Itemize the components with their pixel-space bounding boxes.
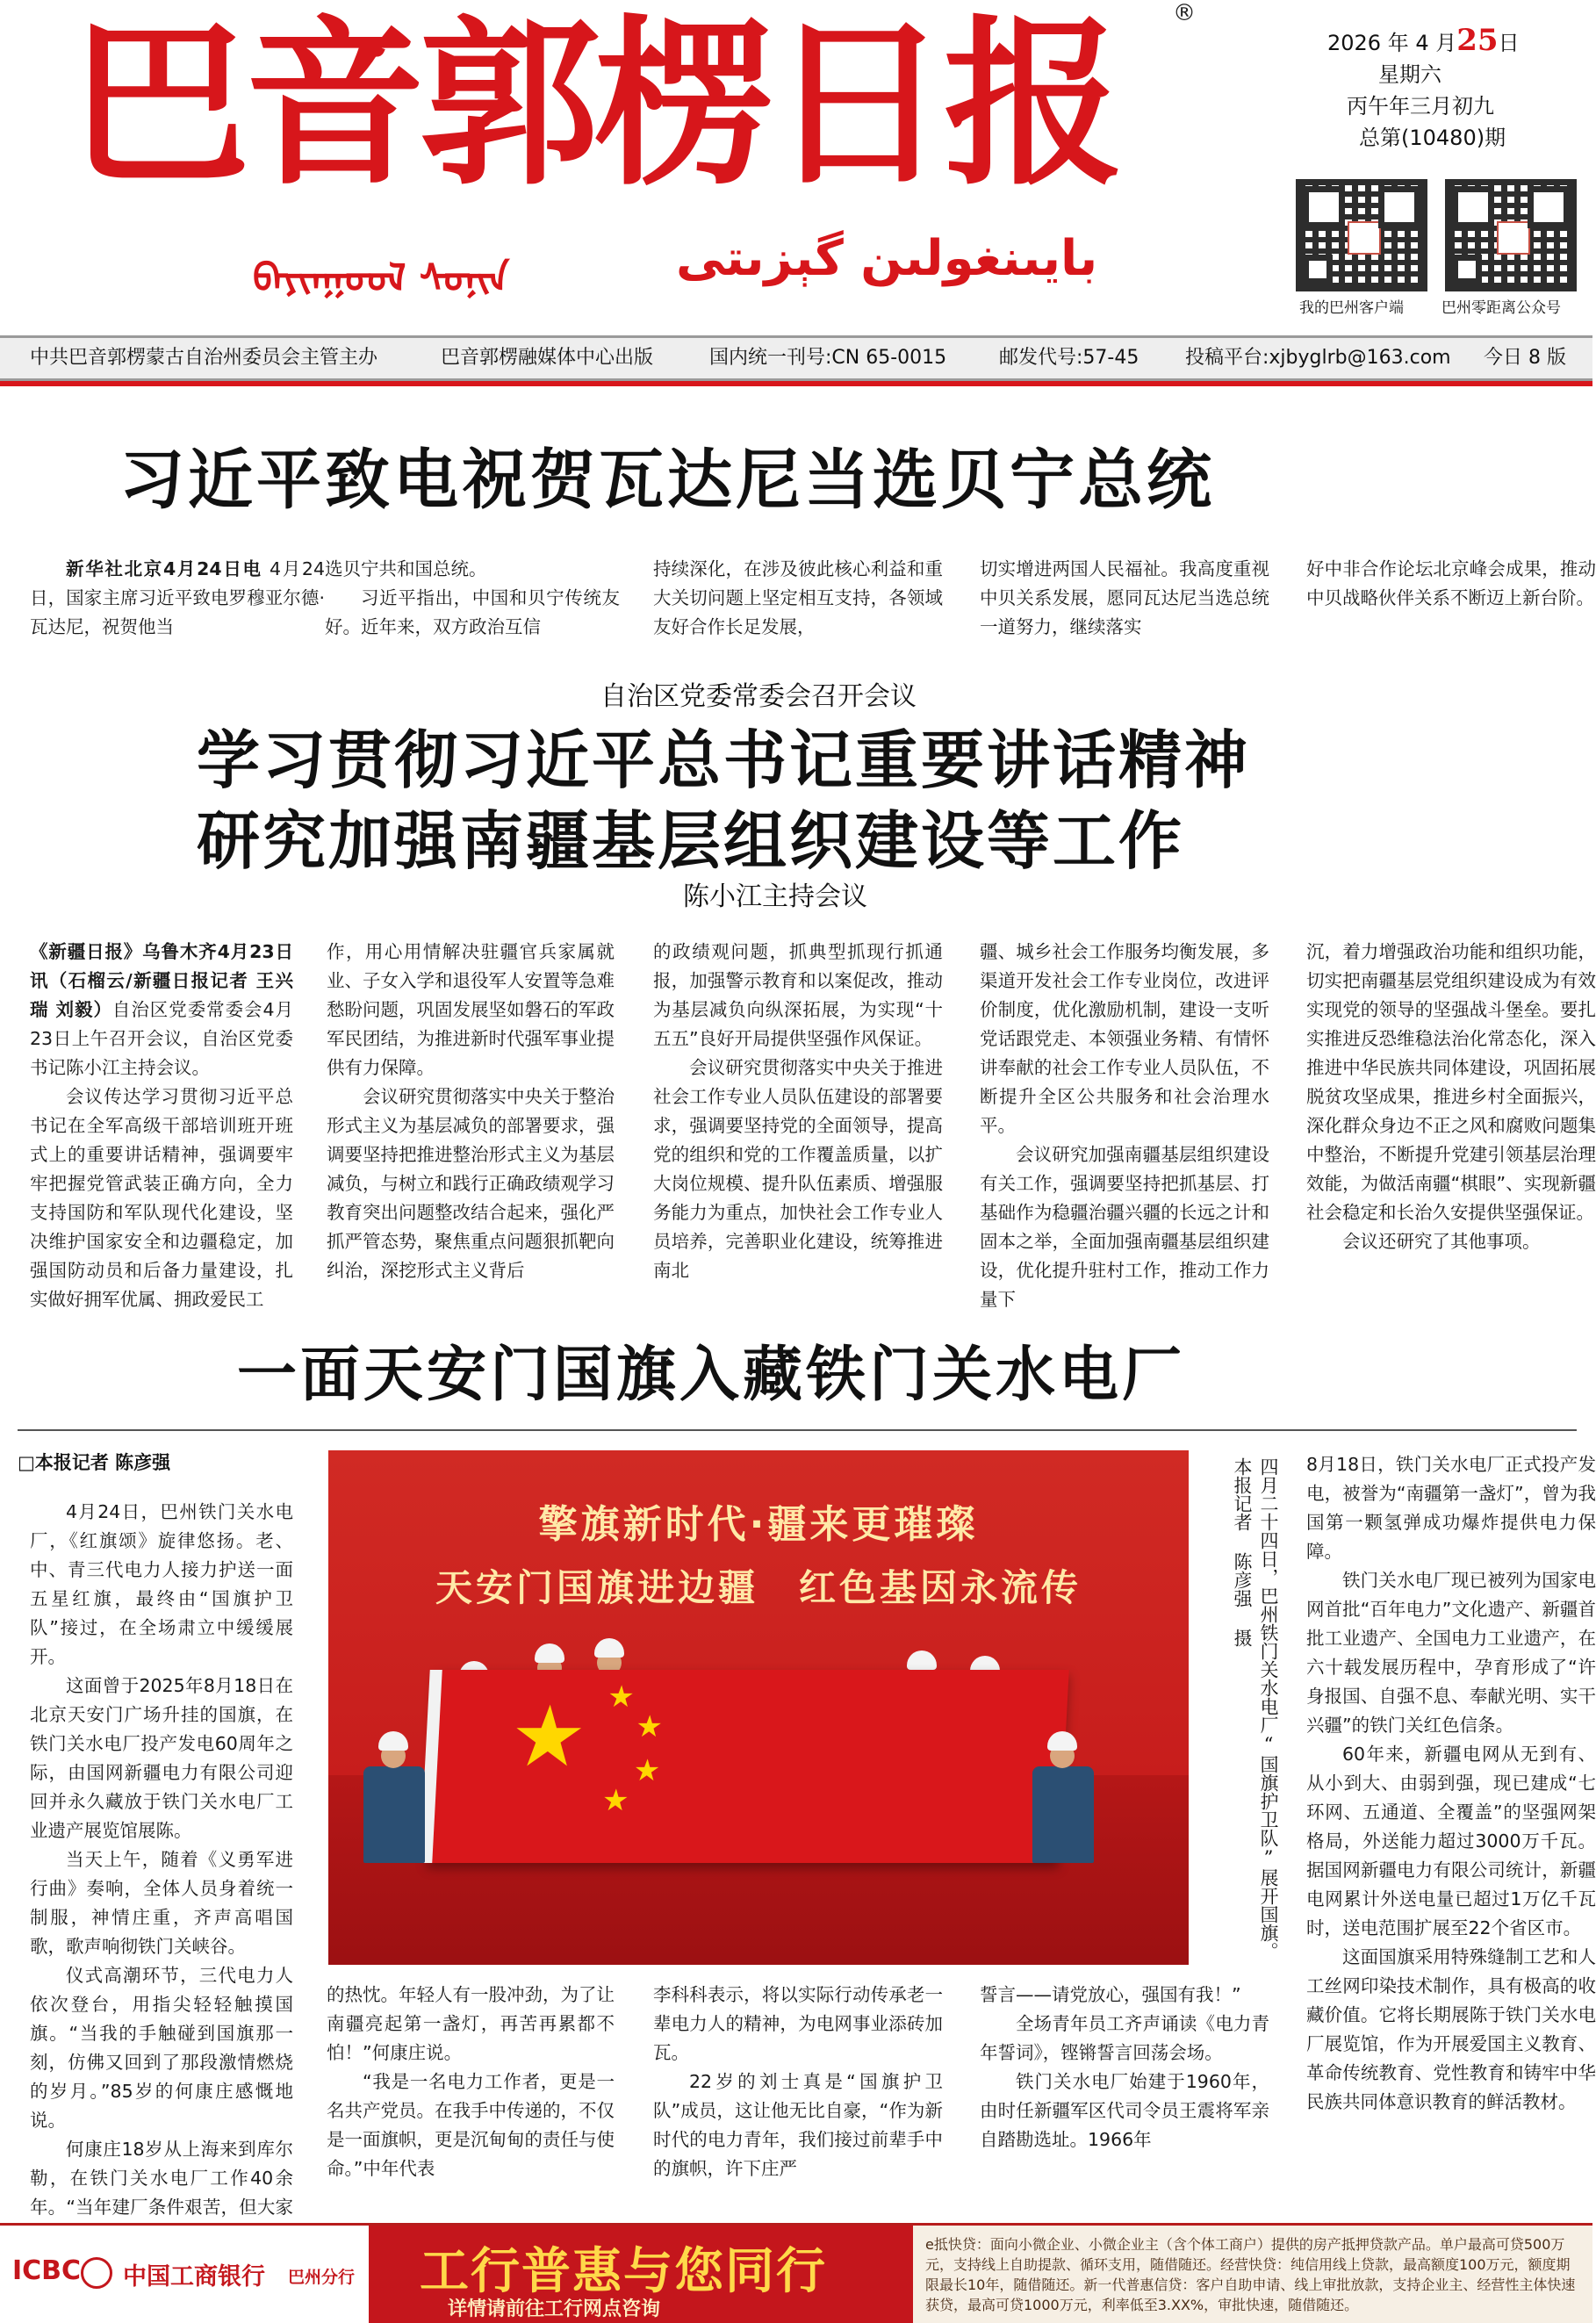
- ad-brand-panel: [0, 2226, 369, 2323]
- info-cn: 国内统一刊号:CN 65-0015: [709, 347, 947, 369]
- story2-col5: [1306, 938, 1596, 1306]
- story3-left-p3: 当天上午，随着《义勇军进行曲》奏响，全体人员身着统一制服，神情庄重，齐声高唱国歌，歌声响彻铁门关峡谷。: [30, 1849, 293, 1957]
- story3-left-p5: 何康庄18岁从上海来到库尔勒，在铁门关水电厂工作40余年。“当年建厂条件艰苦，但大家: [30, 2139, 293, 2218]
- flag-star-icon: ★: [607, 1679, 636, 1715]
- registered-mark: ®: [1173, 0, 1196, 26]
- story2-dateline: 《新疆日报》乌鲁木齐4月23日讯（石榴云/新疆日报记者 王兴瑞 刘毅）: [30, 941, 293, 1020]
- logo-mongolian: ᠪᠠᠶᠢᠨᠭᠣᠤᠯ ᠰᠣᠨᠢᠨ: [253, 256, 510, 301]
- story3-col3: [653, 1981, 943, 2200]
- story3-right-p4: 这面国旗采用特殊缝制工艺和人工丝网印染技术制作，具有极高的收藏价值。它将长期展陈于铁门关水电厂展览馆，作为开展爱国主义教育、革命传统教育、党性教育和铸牢中华民族共同体意识教育的鲜活教材。: [1306, 1946, 1596, 2112]
- date-block: [1327, 25, 1520, 154]
- story1-dateline: 新华社北京4月24日电: [66, 558, 262, 579]
- ad-subtitle: 详情请前往工行网点咨询: [448, 2298, 661, 2320]
- story1-text-1: 4月24日，国家主席习近平致电罗穆亚尔德·瓦达尼，祝贺他当: [30, 558, 325, 637]
- masthead-rule: [0, 381, 1592, 386]
- info-publisher: 巴音郭楞融媒体中心出版: [441, 347, 654, 369]
- story1-col2: [325, 555, 620, 644]
- qr2-label: 巴州零距离公众号: [1441, 299, 1561, 317]
- ad-fine-print: e抵快贷：面向小微企业、小微企业主（含个体工商户）提供的房产抵押贷款产品。单户最高可贷500万元，支持线上自助提款、循环支用，随借随还。经营快贷：纯信用线上贷款，最高额度100万元，额度期限最长10年，随借随还。新一代普惠信贷：客户自助申请、线上审批放款，支持企业主、经营性主体快速获贷，最高可贷1000万元，利率低至3.XX%，审批快速，随借随还。: [925, 2236, 1576, 2313]
- story2-col4: [980, 938, 1269, 1310]
- flag-star-icon: ★: [600, 1783, 630, 1818]
- story2-text-1a: 自治区党委常委会4月23日上午召开会议，自治区党委书记陈小江主持会议。: [30, 999, 294, 1078]
- story3-col3-p1: 李科科表示，将以实际行动传承老一辈电力人的精神，为电网事业添砖加瓦。: [653, 1984, 943, 2063]
- story1-text-3: 持续深化，在涉及彼此核心利益和重大关切问题上坚定相互支持，各领域友好合作长足发展，: [653, 558, 943, 637]
- info-postal: 邮发代号:57-45: [999, 347, 1139, 369]
- weekday: 星期六: [1378, 62, 1441, 87]
- story3-right-p1: 8月18日，铁门关水电厂正式投产发电，被誉为“南疆第一盏灯”，曾为我国第一颗氢弹成功爆炸提供电力保障。: [1306, 1454, 1596, 1562]
- story3-right-p3: 60年来，新疆电网从无到有、从小到大、由弱到强，现已建成“七环网、五通道、全覆盖”的坚强网架格局，外送能力超过3000万千瓦。据国网新疆电力有限公司统计，新疆电网累计外送电量已超过1万亿千瓦时，送电范围扩展至22个省区市。: [1306, 1744, 1596, 1938]
- story3-col2-p1: 的热忱。年轻人有一股冲劲，为了让南疆亮起第一盏灯，再苦再累都不怕！”何康庄说。: [327, 1984, 615, 2063]
- story1-text-4: 切实增进两国人民福祉。我高度重视中贝关系发展，愿同瓦达尼当选总统一道努力，继续落实: [980, 558, 1269, 637]
- story3-col2-p2: “我是一名电力工作者，更是一名共产党员。在我手中传递的，不仅是一面旗帜，更是沉甸甸的责任与使命。”中年代表: [327, 2071, 615, 2179]
- lunar-date: 丙午年三月初九: [1347, 94, 1494, 119]
- story2-col1: [30, 938, 294, 1310]
- story3-byline: □本报记者 陈彦强: [18, 1452, 171, 1473]
- icbc-branch: 巴州分行: [288, 2268, 356, 2287]
- icbc-advertisement[interactable]: [0, 2223, 1592, 2323]
- story3-col4-p1: 誓言——请党放心，强国有我！”: [980, 1984, 1241, 2005]
- qr1-label: 我的巴州客户端: [1299, 299, 1404, 317]
- story2-text-4a: 疆、城乡社会工作服务均衡发展，多渠道开发社会工作专业岗位，改进评价制度，优化激励机制，建设一支听党话跟党走、本领强业务精、有情怀讲奉献的社会工作专业人员队伍，不断提升全区公共服务和社会治理水平。: [980, 941, 1269, 1136]
- qr-code-icon[interactable]: [1296, 179, 1427, 291]
- story2-text-3a: 的政绩观问题，抓典型抓现行抓通报，加强警示教育和以案促改，推动为基层减负向纵深拓展，为实现“十五五”良好开局提供坚强作风保证。: [653, 941, 943, 1049]
- story3-col2: [327, 1981, 615, 2200]
- ad-fine-print-panel: [913, 2226, 1592, 2323]
- story2-text-2a: 作，用心用情解决驻疆官兵家属就业、子女入学和退役军人安置等急难愁盼问题，巩固发展坚如磐石的军政军民团结，为推进新时代强军事业提供有力保障。: [327, 941, 615, 1078]
- logo-uyghur: بايىنغولىن گېزىتى: [676, 230, 1098, 287]
- guard-figure: [1032, 1766, 1094, 1863]
- story2-text-5b: 会议还研究了其他事项。: [1342, 1231, 1541, 1252]
- story3-left-p2: 这面曾于2025年8月18日在北京天安门广场升挂的国旗，在铁门关水电厂投产发电60周年之际，由国网新疆电力有限公司迎回并永久藏放于铁门关水电厂工业遗产展览馆展陈。: [30, 1675, 293, 1841]
- story3-col-left: [30, 1498, 293, 2218]
- photo-slogan-2: 天安门国旗进边疆 红色基因永流传: [435, 1566, 1082, 1609]
- newspaper-logo: 巴音郭楞日报: [70, 0, 1118, 210]
- story3-left-p1: 4月24日，巴州铁门关水电厂，《红旗颂》旋律悠扬。老、中、青三代电力人接力护送一面五星红旗，最终由“国旗护卫队”接过，在全场肃立中缓缓展开。: [30, 1501, 293, 1667]
- story2-col2: [327, 938, 615, 1306]
- story1-col1: [30, 555, 325, 644]
- story1-col5: [1306, 555, 1596, 644]
- guard-figure: [363, 1766, 425, 1863]
- date-year-month: 2026 年 4 月: [1327, 31, 1457, 55]
- masthead: [0, 0, 1592, 334]
- info-sponsor: 中共巴音郭楞蒙古自治州委员会主管主办: [30, 347, 378, 369]
- story2-headline-line1: 学习贯彻习近平总书记重要讲话精神: [197, 723, 1251, 797]
- info-pages: 今日 8 版: [1484, 347, 1566, 369]
- story3-headline: 一面天安门国旗入藏铁门关水电厂: [237, 1340, 1186, 1410]
- issue-number: 总第(10480)期: [1359, 126, 1506, 150]
- story1-text-2b: 习近平指出，中国和贝宁传统友好。近年来，双方政治互信: [325, 587, 620, 637]
- icbc-wordmark: ICBC: [12, 2255, 82, 2286]
- icbc-bank-name: 中国工商银行: [123, 2263, 265, 2291]
- photo-slogan-1: 擎旗新时代·疆来更璀璨: [538, 1502, 979, 1547]
- photo-caption: 四月二十四日，巴州铁门关水电厂“国旗护卫队”展开国旗。 本报记者 陈彦强 摄: [1232, 1457, 1279, 1970]
- story3-divider: [18, 1429, 1577, 1431]
- date-day: 25: [1456, 23, 1499, 58]
- story1-text-5: 好中非合作论坛北京峰会成果，推动中贝战略伙伴关系不断迈上新台阶。: [1306, 558, 1596, 608]
- story2-subhead: 陈小江主持会议: [683, 881, 867, 912]
- story2-text-2b: 会议研究贯彻落实中央关于整治形式主义为基层减负的部署要求，强调要坚持把推进整治形式主义为基层减负，与树立和践行正确政绩观学习教育突出问题整改结合起来，强化严抓严管态势，聚焦重点问题狠抓靶向纠治，深挖形式主义背后: [327, 1086, 615, 1281]
- story3-col-right: [1306, 1450, 1596, 2202]
- story1-col4: [980, 555, 1269, 644]
- story2-col3: [653, 938, 943, 1306]
- story2-headline-line2: 研究加强南疆基层组织建设等工作: [197, 803, 1185, 878]
- national-flag: [427, 1670, 1069, 1863]
- story2-text-3b: 会议研究贯彻落实中央关于推进社会工作专业人员队伍建设的部署要求，强调要坚持党的全面领导，提高党的组织和党的工作覆盖质量，以扩大岗位规模、提升队伍素质、增强服务能力为重点，加快社会工作专业人员培养，完善职业化建设，统筹推进南北: [653, 1057, 943, 1281]
- ad-slogan-panel: [369, 2226, 913, 2323]
- date-day-suffix: 日: [1498, 31, 1520, 55]
- info-submit[interactable]: 投稿平台:xjbyglrb@163.com: [1185, 347, 1451, 369]
- story1-headline: 习近平致电祝贺瓦达尼当选贝宁总统: [119, 442, 1215, 518]
- story2-text-5a: 沉，着力增强政治功能和组织功能，切实把南疆基层党组织建设成为有效实现党的领导的坚强战斗堡垒。要扎实推进反恐维稳法治化常态化，深入推进中华民族共同体建设，巩固拓展脱贫攻坚成果，推进乡村全面振兴，深化群众身边不正之风和腐败问题集中整治，不断提升党建引领基层治理效能，为做活南疆“棋眼”、实现新疆社会稳定和长治久安提供坚强保证。: [1306, 941, 1596, 1223]
- story2-text-4b: 会议研究加强南疆基层组织建设有关工作，强调要坚持把抓基层、打基础作为稳疆治疆兴疆的长远之计和固本之举，全面加强南疆基层组织建设，优化提升驻村工作，推动工作力量下: [980, 1144, 1269, 1310]
- story2-text-1b: 会议传达学习贯彻习近平总书记在全军高级干部培训班开班式上的重要讲话精神，强调要牢牢把握党管武装正确方向，全力支持国防和军队现代化建设，坚决维护国家安全和边疆稳定，加强国防动员和后备力量建设，扎实做好拥军优属、拥政爱民工: [30, 1086, 293, 1310]
- story3-right-p2: 铁门关水电厂现已被列为国家电网首批“百年电力”文化遗产、新疆首批工业遗产、全国电力工业遗产，在六十载发展历程中，孕育形成了“许身报国、自强不息、奉献光明、实干兴疆”的铁门关红色信条。: [1306, 1570, 1596, 1736]
- qr-code-icon[interactable]: [1445, 179, 1577, 291]
- story3-col4-p3: 铁门关水电厂始建于1960年，由时任新疆军区代司令员王震将军亲自踏勘选址。1966年: [980, 2071, 1269, 2150]
- story3-col3-p2: 22岁的刘士真是“国旗护卫队”成员，这让他无比自豪，“作为新时代的电力青年，我们接过前辈手中的旗帜，许下庄严: [653, 2071, 943, 2179]
- story3-col4: [980, 1981, 1269, 2200]
- flag-star-icon: ★: [632, 1753, 662, 1788]
- story3-left-p4: 仪式高潮环节，三代电力人依次登台，用指尖轻轻触摸国旗。“当我的手触碰到国旗那一刻，仿佛又回到了那段激情燃烧的岁月。”85岁的何康庄感慨地说。: [30, 1965, 293, 2131]
- story2-kicker: 自治区党委常委会召开会议: [600, 681, 917, 712]
- story3-col4-p2: 全场青年员工齐声诵读《电力青年誓词》，铿锵誓言回荡会场。: [980, 2013, 1269, 2063]
- story1-text-2a: 选贝宁共和国总统。: [325, 558, 487, 579]
- flag-star-icon: ★: [507, 1687, 589, 1786]
- flag-star-icon: ★: [635, 1709, 664, 1744]
- icbc-logo-icon: [81, 2257, 112, 2289]
- flag-ceremony-photo: [328, 1450, 1189, 1965]
- story1-col3: [653, 555, 943, 644]
- info-bar: [0, 335, 1592, 381]
- ad-slogan: 工行普惠与您同行: [420, 2243, 827, 2300]
